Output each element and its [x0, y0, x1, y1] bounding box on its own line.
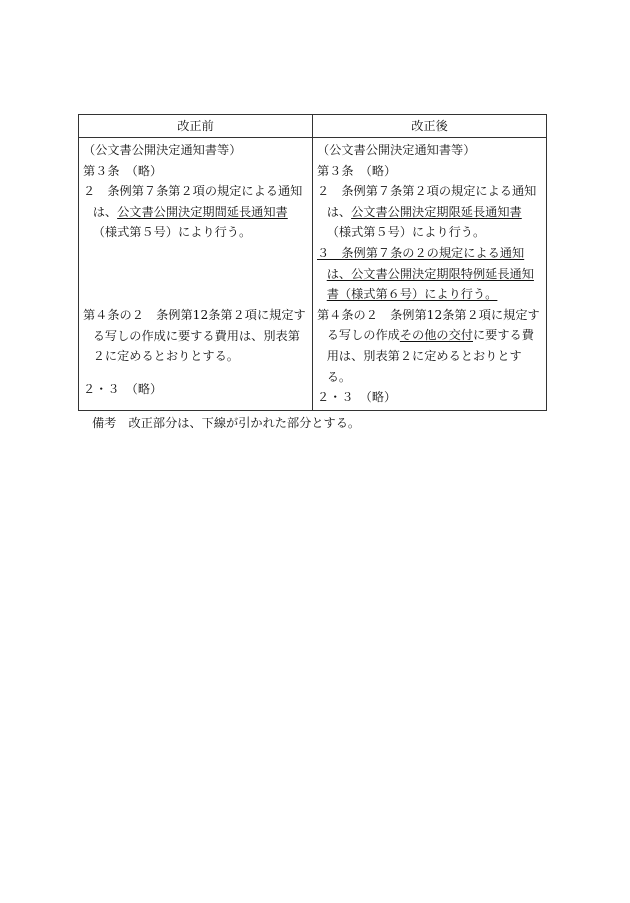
remark-note: 備考 改正部分は、下線が引かれた部分とする。 [92, 415, 361, 430]
header-before: 改正前 [79, 115, 313, 138]
table-header-row [79, 115, 547, 138]
after-article-4-2: 第４条の２ 条例第12条第２項に規定する写しの作成その他の交付に要する費用は、別表第２に定めるとおりとする。 [317, 307, 540, 384]
before-underlined-text: 公文書公開決定期間延長通知書 [117, 204, 288, 219]
column-before [79, 138, 313, 411]
after-article-4-2-rest: ２・３ （略） [317, 390, 397, 405]
after-underlined-text: その他の交付 [399, 328, 473, 343]
document [78, 114, 546, 433]
before-article-4-2: 第４条の２ 条例第12条第２項に規定する写しの作成に要する費用は、別表第２に定めるとおりとする。 [83, 307, 306, 364]
before-article-4-2-rest: ２・３ （略） [83, 381, 163, 396]
spacer [83, 367, 309, 379]
after-article-3-paragraph-3: ３ 条例第７条の２の規定による通知は、公文書公開決定期限特例延長通知書（様式第６号）により行う。 [317, 245, 534, 302]
after-underlined-text: 公文書公開決定期限延長通知書 [351, 204, 522, 219]
after-article-3-paragraph-2: ２ 条例第７条第２項の規定による通知は、公文書公開決定期限延長通知書（様式第５号）により行う。 [317, 184, 537, 240]
table-body-row [79, 138, 547, 411]
header-after: 改正後 [313, 115, 547, 138]
after-article-3: 第３条 （略） [317, 163, 397, 178]
after-caption: （公文書公開決定通知書等） [317, 143, 476, 157]
before-caption: （公文書公開決定通知書等） [83, 143, 242, 157]
before-article-3-paragraph-2: ２ 条例第７条第２項の規定による通知は、公文書公開決定期間延長通知書（様式第５号）により行う。 [83, 184, 303, 240]
before-article-3: 第３条 （略） [83, 163, 163, 178]
spacer [83, 243, 309, 305]
comparison-table [78, 114, 547, 411]
column-after [313, 138, 547, 411]
